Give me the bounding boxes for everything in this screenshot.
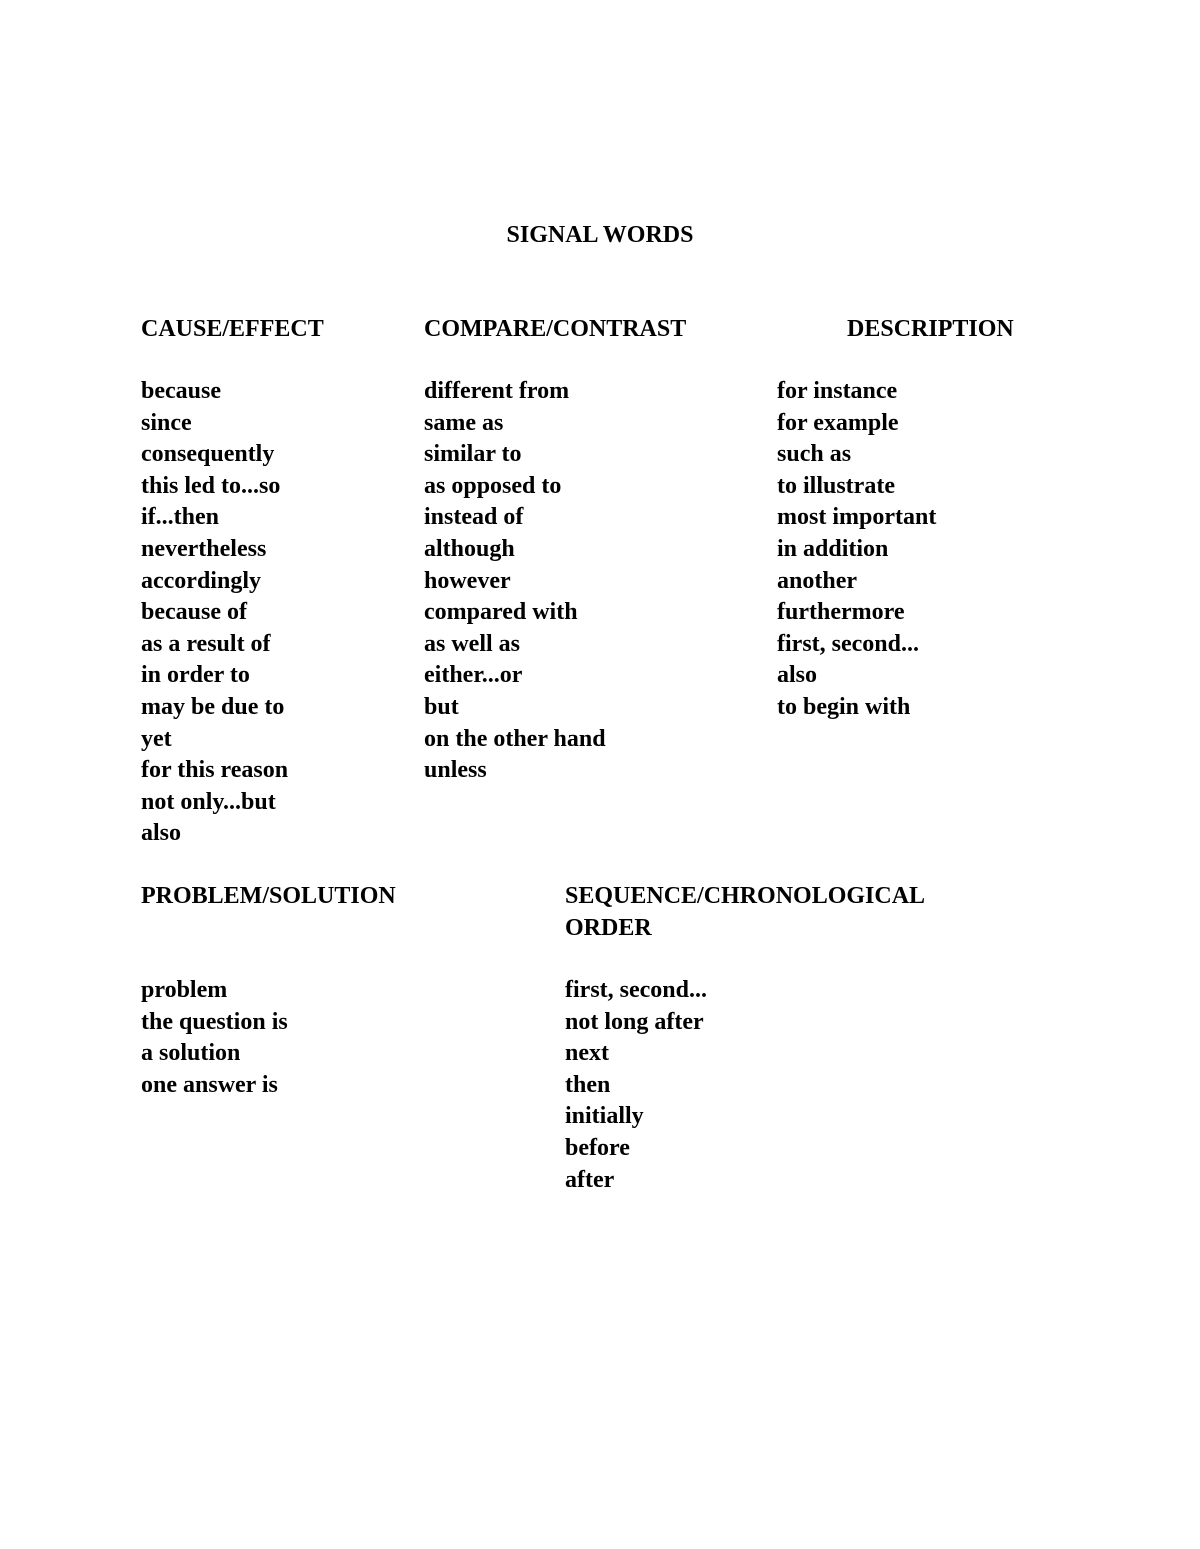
list-sequence: [565, 975, 707, 1196]
list-item: also: [777, 662, 818, 689]
list-item: as opposed to: [424, 472, 562, 499]
list-item: compared with: [424, 599, 578, 626]
list-item: such as: [777, 441, 852, 468]
list-item: before: [565, 1134, 630, 1161]
list-item: yet: [141, 725, 172, 752]
heading-description: DESCRIPTION: [847, 316, 1014, 342]
list-item: on the other hand: [424, 725, 606, 752]
list-item: as well as: [424, 630, 520, 657]
list-item: although: [424, 535, 515, 562]
list-item: first, second...: [565, 977, 707, 1003]
list-item: a solution: [141, 1040, 241, 1067]
heading-sequence-line1: SEQUENCE/CHRONOLOGICAL: [565, 883, 926, 909]
list-item: in order to: [141, 662, 250, 689]
list-item: initially: [565, 1103, 644, 1130]
list-item: in addition: [777, 535, 889, 562]
list-item: for example: [777, 409, 899, 436]
list-item: next: [565, 1040, 609, 1067]
list-item: for this reason: [141, 757, 289, 784]
list-item: to illustrate: [777, 472, 895, 499]
list-item: not only...but: [141, 788, 276, 815]
list-item: after: [565, 1166, 615, 1193]
list-item: most important: [777, 504, 937, 531]
list-item: one answer is: [141, 1071, 278, 1098]
heading-problem-solution: PROBLEM/SOLUTION: [141, 883, 396, 909]
heading-sequence: [565, 880, 925, 944]
list-item: however: [424, 567, 511, 594]
list-item: because of: [141, 599, 247, 626]
heading-cause-effect: CAUSE/EFFECT: [141, 316, 324, 342]
list-item: different from: [424, 378, 570, 404]
list-item: to begin with: [777, 693, 911, 720]
list-item: instead of: [424, 504, 524, 531]
list-item: same as: [424, 409, 504, 436]
page-title: SIGNAL WORDS: [506, 222, 694, 248]
list-item: consequently: [141, 441, 275, 468]
list-item: for instance: [777, 378, 898, 404]
list-item: problem: [141, 977, 228, 1003]
list-description: [777, 376, 936, 724]
list-item: may be due to: [141, 693, 285, 720]
heading-compare-contrast: COMPARE/CONTRAST: [424, 316, 687, 342]
list-item: not long after: [565, 1008, 704, 1035]
list-item: since: [141, 409, 192, 436]
list-item: another: [777, 567, 857, 594]
list-item: also: [141, 820, 182, 847]
list-problem-solution: [141, 975, 288, 1101]
list-item: if...then: [141, 504, 219, 531]
list-item: unless: [424, 757, 487, 784]
list-item: either...or: [424, 662, 523, 689]
heading-sequence-line2: ORDER: [565, 915, 652, 941]
list-item: furthermore: [777, 599, 905, 626]
list-item: but: [424, 693, 459, 720]
list-item: the question is: [141, 1008, 288, 1035]
list-item: this led to...so: [141, 472, 281, 499]
list-item: as a result of: [141, 630, 271, 657]
list-item: because: [141, 378, 221, 404]
list-item: accordingly: [141, 567, 261, 594]
list-item: first, second...: [777, 630, 919, 657]
list-item: similar to: [424, 441, 522, 468]
list-compare-contrast: [424, 376, 606, 787]
list-item: then: [565, 1071, 611, 1098]
list-cause-effect: [141, 376, 288, 850]
list-item: nevertheless: [141, 535, 267, 562]
